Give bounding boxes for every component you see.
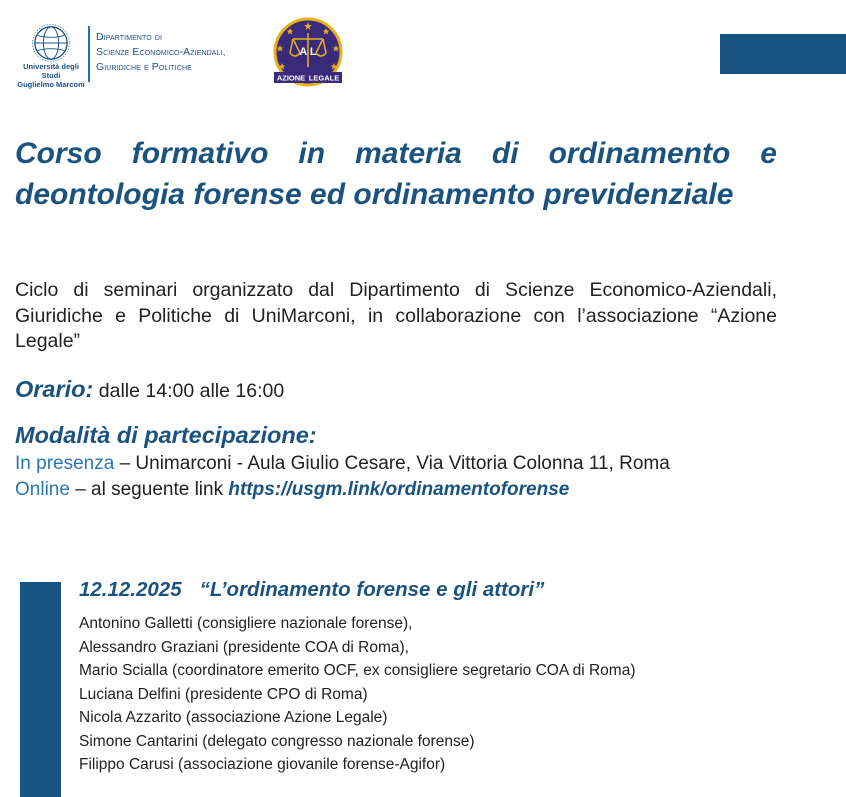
online-line: [15, 479, 569, 501]
participation-heading: Modalità di partecipazione:: [15, 422, 317, 448]
department-name: [96, 30, 226, 75]
globe-icon: [32, 24, 70, 62]
session-heading: [79, 578, 544, 602]
speaker-list: [79, 612, 636, 777]
in-person-label: In presenza: [15, 453, 115, 474]
speaker-item: Luciana Delfini (presidente CPO di Roma): [79, 685, 368, 703]
speaker-item: Nicola Azzarito (associazione Azione Legale): [79, 709, 388, 726]
department-line1: Dipartimento di: [96, 31, 163, 43]
department-line2: Scienze Economico-Aziendali,: [96, 46, 226, 58]
university-name-line1: Università degli Studi: [23, 62, 79, 80]
speaker-item: Simone Cantarini (delegato congresso nazionale forense): [79, 732, 475, 750]
schedule-label: Orario:: [15, 376, 94, 402]
azione-logo-letters: A L: [299, 46, 317, 58]
session-side-bar: [20, 582, 61, 797]
online-link[interactable]: https://usgm.link/ordinamentoforense: [228, 479, 570, 500]
azione-legale-logo: [260, 15, 356, 87]
schedule: [15, 376, 284, 403]
speaker-item: Mario Scialla (coordinatore emerito OCF, ex consigliere segretario COA di Roma): [79, 662, 636, 679]
azione-legale-emblem-icon: [260, 15, 356, 87]
online-text: – al seguente link: [69, 479, 229, 500]
azione-logo-word1: AZIONE: [276, 73, 306, 83]
department-line3: Giuridiche e Politiche: [96, 61, 192, 73]
header-divider: [88, 26, 90, 82]
session-title: “L’ordinamento forense e gli attori”: [199, 578, 545, 601]
speaker-item: Filippo Carusi (associazione giovanile forense-Agifor): [79, 756, 446, 773]
university-name-line2: Guglielmo Marconi: [17, 80, 85, 89]
decorative-corner-bar: [720, 34, 846, 74]
speaker-item: Alessandro Graziani (presidente COA di Roma),: [79, 638, 409, 656]
university-logo: [16, 24, 86, 90]
azione-logo-word2: LEGALE: [308, 73, 340, 83]
page-title: Corso formativo in materia di ordinamento e deontologia forense ed ordinamento previdenziale: [15, 137, 777, 211]
schedule-value: dalle 14:00 alle 16:00: [98, 380, 285, 402]
in-person-location: – Unimarconi - Aula Giulio Cesare, Via Vittoria Colonna 11, Roma: [114, 453, 670, 474]
in-person-line: [15, 453, 670, 475]
online-label: Online: [15, 479, 70, 500]
speaker-item: Antonino Galletti (consigliere nazionale forense),: [79, 615, 413, 632]
intro-paragraph: Ciclo di seminari organizzato dal Dipartimento di Scienze Economico-Aziendali, Giuridiche e Politiche di UniMarconi, in collaborazione con l’associazione “Azione Legale”: [15, 279, 777, 352]
session-date: 12.12.2025: [79, 578, 182, 601]
